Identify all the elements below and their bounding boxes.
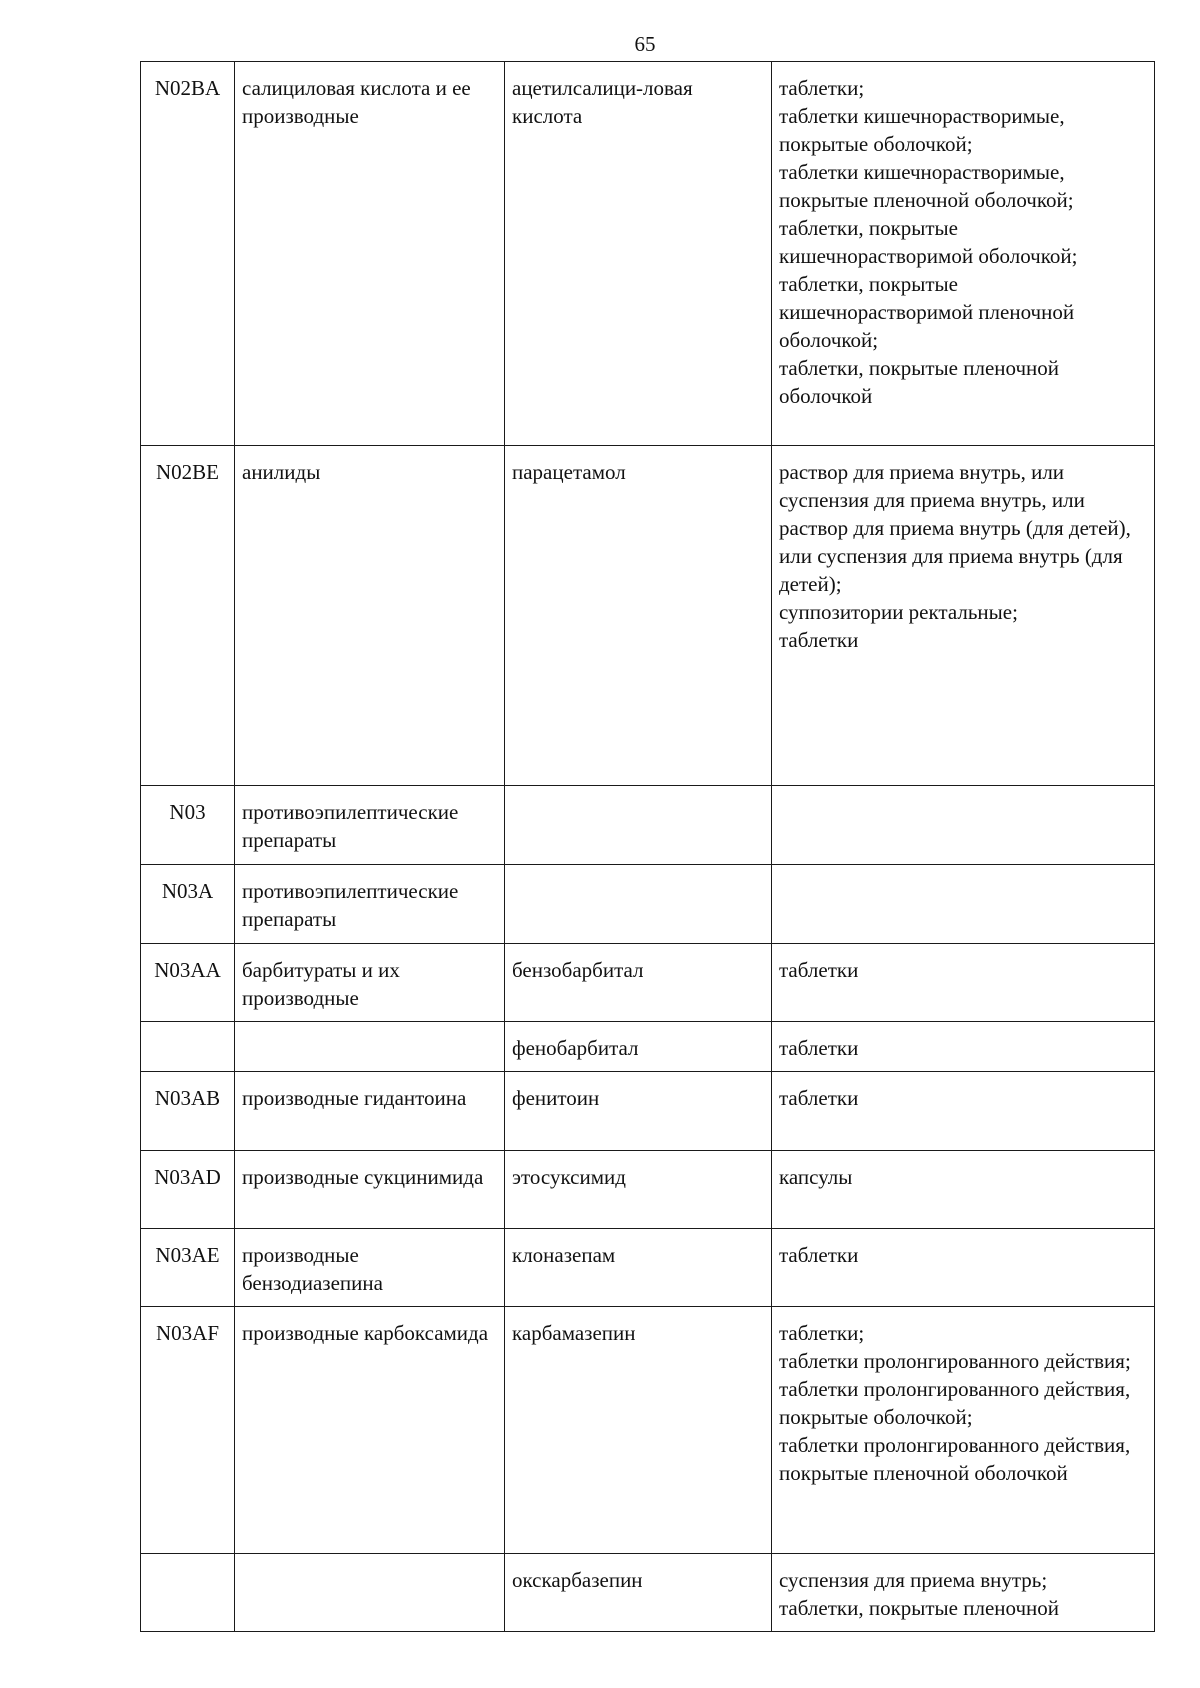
group-name-cell	[235, 1554, 505, 1632]
table-row	[141, 1554, 1155, 1632]
atc-code-cell	[141, 1554, 235, 1632]
drug-name-cell	[505, 865, 772, 944]
drug-name-cell: парацетамол	[505, 446, 772, 786]
atc-code-cell: N03A	[141, 865, 235, 944]
dosage-forms-cell: таблетки	[772, 944, 1155, 1022]
drug-name-cell: этосуксимид	[505, 1151, 772, 1229]
atc-code-cell: N03AE	[141, 1229, 235, 1307]
dosage-forms-cell: таблетки	[772, 1022, 1155, 1072]
drug-name-cell: фенобарбитал	[505, 1022, 772, 1072]
drug-name-cell: клоназепам	[505, 1229, 772, 1307]
dosage-forms-cell	[772, 865, 1155, 944]
drug-name-cell	[505, 786, 772, 865]
table-row	[141, 62, 1155, 446]
dosage-forms-cell	[772, 786, 1155, 865]
drug-name-cell: фенитоин	[505, 1072, 772, 1151]
table-row	[141, 1229, 1155, 1307]
dosage-forms-cell: таблетки	[772, 1229, 1155, 1307]
group-name-cell	[235, 1022, 505, 1072]
table-row	[141, 446, 1155, 786]
dosage-forms-cell: капсулы	[772, 1151, 1155, 1229]
atc-code-cell: N03AD	[141, 1151, 235, 1229]
atc-code-cell: N03AF	[141, 1307, 235, 1554]
group-name-cell: анилиды	[235, 446, 505, 786]
table-row	[141, 1072, 1155, 1151]
group-name-cell: противоэпилептические препараты	[235, 865, 505, 944]
drug-table	[140, 61, 1155, 1632]
drug-name-cell: бензобарбитал	[505, 944, 772, 1022]
dosage-forms-cell: суспензия для приема внутрь; таблетки, покрытые пленочной	[772, 1554, 1155, 1632]
group-name-cell: барбитураты и их производные	[235, 944, 505, 1022]
group-name-cell: производные карбоксамида	[235, 1307, 505, 1554]
atc-code-cell: N03AB	[141, 1072, 235, 1151]
group-name-cell: производные бензодиазепина	[235, 1229, 505, 1307]
dosage-forms-cell: таблетки; таблетки пролонгированного действия; таблетки пролонгированного действия, покрытые оболочкой; таблетки пролонгированного действия, покрытые пленочной оболочкой	[772, 1307, 1155, 1554]
atc-code-cell	[141, 1022, 235, 1072]
group-name-cell: производные сукцинимида	[235, 1151, 505, 1229]
drug-name-cell: карбамазепин	[505, 1307, 772, 1554]
table-row	[141, 786, 1155, 865]
page-number: 65	[634, 32, 656, 56]
drug-name-cell: окскарбазепин	[505, 1554, 772, 1632]
table-row	[141, 1022, 1155, 1072]
table-row	[141, 865, 1155, 944]
drug-name-cell: ацетилсалици-ловая кислота	[505, 62, 772, 446]
atc-code-cell: N02BE	[141, 446, 235, 786]
atc-code-cell: N03AA	[141, 944, 235, 1022]
dosage-forms-cell: раствор для приема внутрь, или суспензия для приема внутрь, или раствор для приема внутрь (для детей), или суспензия для приема внутрь (для детей); суппозитории ректальные; таблетки	[772, 446, 1155, 786]
group-name-cell: противоэпилептические препараты	[235, 786, 505, 865]
dosage-forms-cell: таблетки	[772, 1072, 1155, 1151]
group-name-cell: салициловая кислота и ее производные	[235, 62, 505, 446]
atc-code-cell: N02BA	[141, 62, 235, 446]
table-row	[141, 1151, 1155, 1229]
group-name-cell: производные гидантоина	[235, 1072, 505, 1151]
table-row	[141, 1307, 1155, 1554]
dosage-forms-cell: таблетки; таблетки кишечнорастворимые, покрытые оболочкой; таблетки кишечнорастворимые, покрытые пленочной оболочкой; таблетки, покрытые кишечнорастворимой оболочкой; таблетки, покрытые кишечнорастворимой пленочной оболочкой; таблетки, покрытые пленочной оболочкой	[772, 62, 1155, 446]
atc-code-cell: N03	[141, 786, 235, 865]
table-row	[141, 944, 1155, 1022]
